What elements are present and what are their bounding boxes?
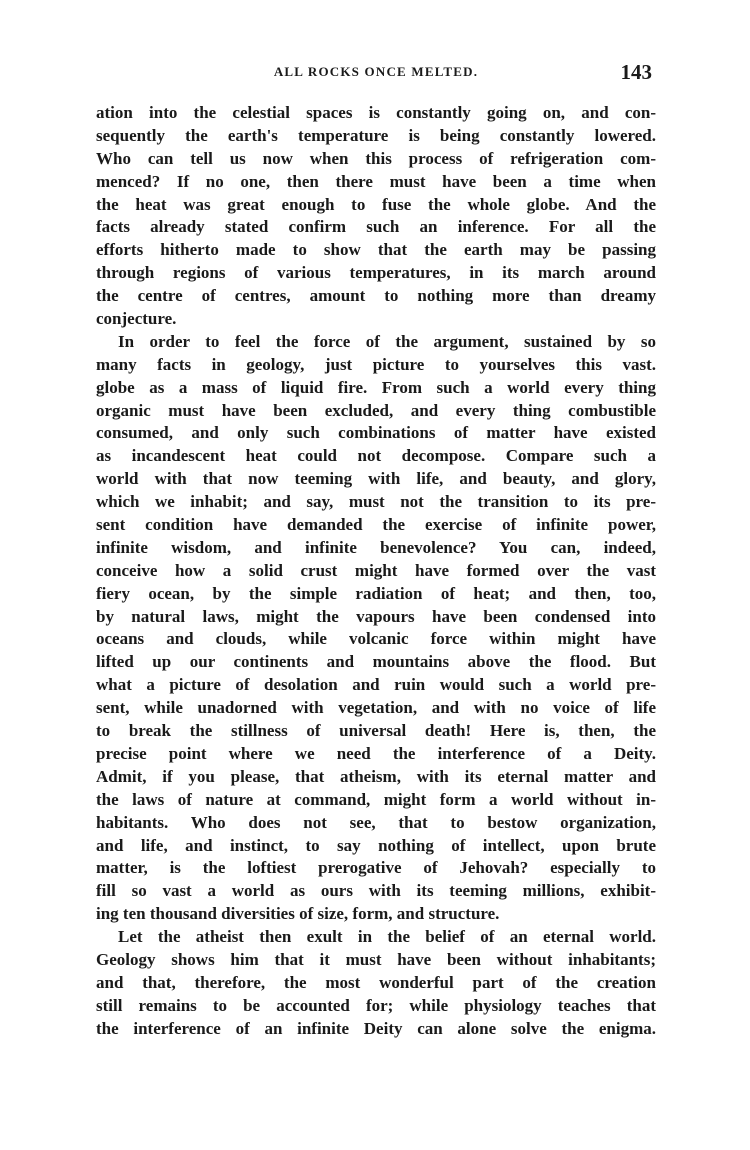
text-line: many facts in geology, just picture to yourselves this vast. [96, 354, 656, 374]
paragraph [96, 926, 656, 1040]
paragraph [96, 331, 656, 926]
text-line: lifted up our continents and mountains above the flood. But [96, 652, 656, 672]
text-line: infinite wisdom, and infinite benevolence? You can, indeed, [96, 537, 656, 557]
text-line: and life, and instinct, to say nothing of intellect, upon brute [96, 835, 656, 855]
text-line: sent, while unadorned with vegetation, and with no voice of life [96, 698, 656, 718]
text-line: which we inhabit; and say, must not the transition to its pre- [96, 492, 656, 512]
text-line: the centre of centres, amount to nothing more than dreamy [96, 286, 656, 306]
text-line: the interference of an infinite Deity can alone solve the enigma. [96, 1018, 656, 1038]
text-line: consumed, and only such combinations of matter have existed [96, 423, 656, 443]
running-title: ALL ROCKS ONCE MELTED. [273, 64, 479, 79]
text-line: conjecture. [96, 309, 177, 329]
text-line: efforts hitherto made to show that the earth may be passing [96, 240, 656, 260]
text-line: to break the stillness of universal death! Here is, then, the [96, 721, 656, 741]
text-line: through regions of various temperatures, in its march around [96, 263, 656, 283]
text-line: Let the atheist then exult in the belief of an eternal world. [118, 927, 656, 947]
paragraph [96, 102, 656, 331]
text-line: habitants. Who does not see, that to bestow organization, [96, 812, 656, 832]
text-line: fill so vast a world as ours with its teeming millions, exhibit- [96, 881, 656, 901]
text-line: In order to feel the force of the argument, sustained by so [118, 331, 656, 351]
text-line: sequently the earth's temperature is being constantly lowered. [96, 125, 656, 145]
text-line: Who can tell us now when this process of refrigeration com- [96, 148, 656, 168]
text-line: world with that now teeming with life, and beauty, and glory, [96, 469, 656, 489]
text-line: matter, is the loftiest prerogative of Jehovah? especially to [96, 858, 656, 878]
text-line: what a picture of desolation and ruin would such a world pre- [96, 675, 656, 695]
text-line: and that, therefore, the most wonderful part of the creation [96, 972, 656, 992]
text-line: oceans and clouds, while volcanic force within might have [96, 629, 656, 649]
body-text [96, 102, 656, 1041]
text-line: menced? If no one, then there must have been a time when [96, 171, 656, 191]
text-line: ation into the celestial spaces is constantly going on, and con- [96, 103, 656, 122]
text-line: ing ten thousand diversities of size, form, and structure. [96, 904, 500, 924]
text-line: facts already stated confirm such an inference. For all the [96, 217, 656, 237]
text-line: as incandescent heat could not decompose. Compare such a [96, 446, 656, 466]
text-line: the heat was great enough to fuse the whole globe. And the [96, 194, 656, 214]
page-number: 143 [620, 60, 652, 84]
text-line: globe as a mass of liquid fire. From such a world every thing [96, 377, 656, 397]
text-line: Admit, if you please, that atheism, with its eternal matter and [96, 766, 656, 786]
text-line: still remains to be accounted for; while physiology teaches that [96, 995, 656, 1015]
text-line: Geology shows him that it must have been without inhabitants; [96, 949, 656, 969]
running-head [96, 60, 656, 86]
text-line: conceive how a solid crust might have formed over the vast [96, 560, 656, 580]
text-line: by natural laws, might the vapours have been condensed into [96, 606, 656, 626]
text-line: the laws of nature at command, might form a world without in- [96, 789, 656, 809]
text-line: precise point where we need the interference of a Deity. [96, 743, 656, 763]
text-line: fiery ocean, by the simple radiation of heat; and then, too, [96, 583, 656, 603]
text-line: organic must have been excluded, and every thing combustible [96, 400, 656, 420]
text-line: sent condition have demanded the exercise of infinite power, [96, 515, 656, 535]
